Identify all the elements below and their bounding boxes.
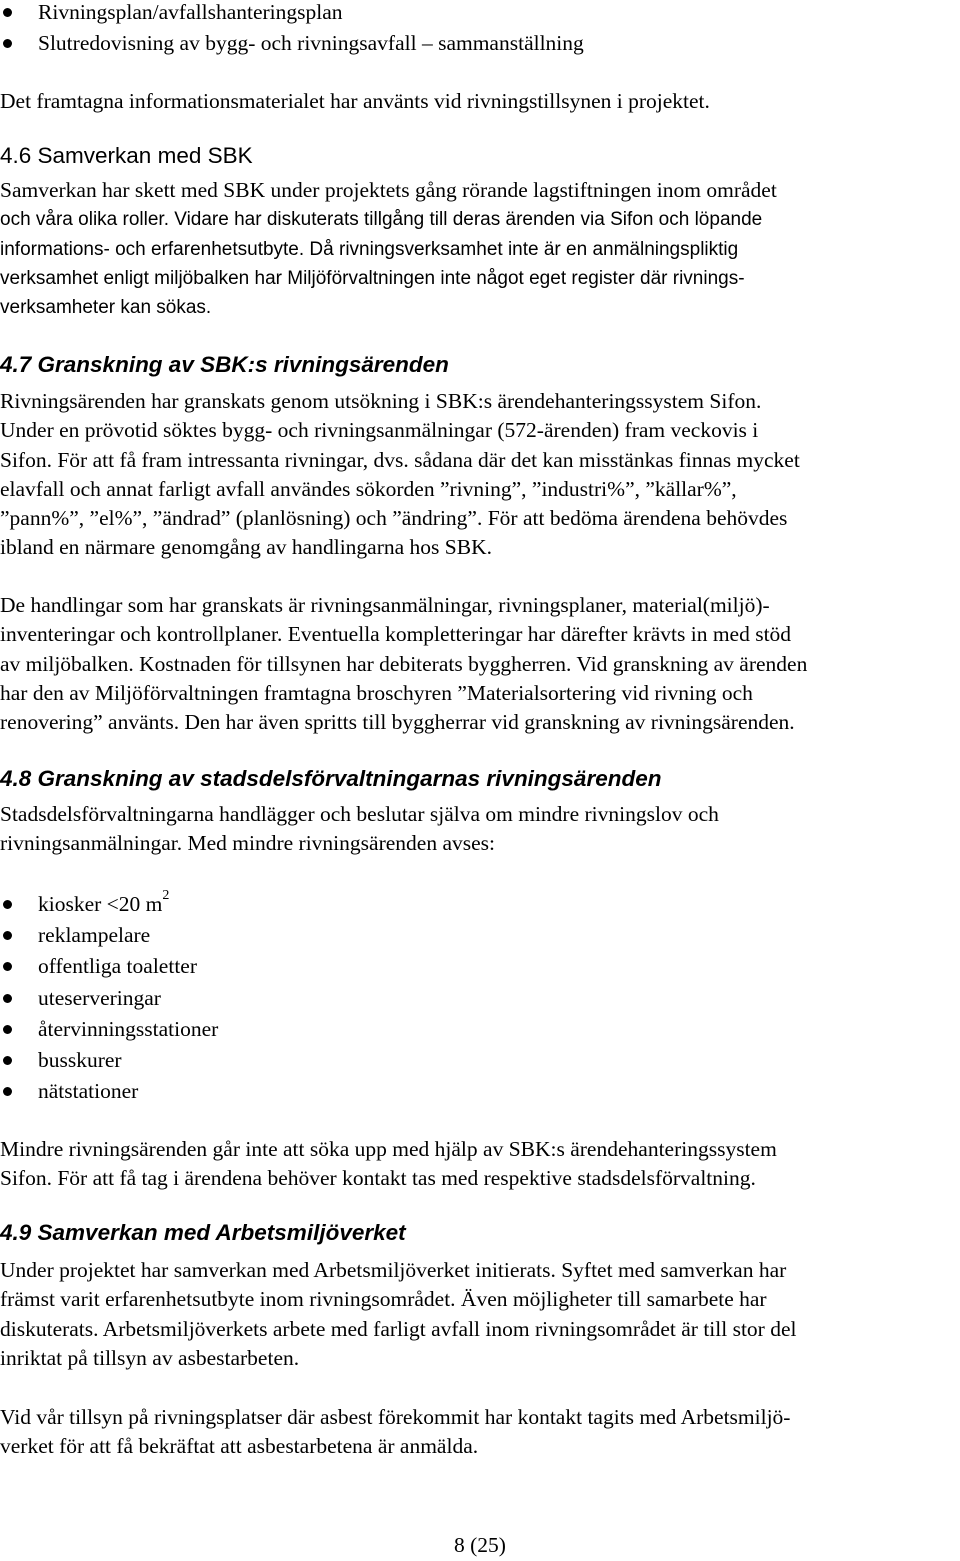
list-item-text: kiosker <20 m: [38, 892, 163, 916]
intro-paragraph: Det framtagna informationsmaterialet har använts vid rivningstillsynen i projektet.: [0, 89, 710, 113]
text-line: rivningsanmälningar. Med mindre rivningsärenden avses:: [0, 831, 495, 856]
list-item: uteserveringar: [0, 984, 960, 1015]
paragraph-4-8-b: [0, 1135, 960, 1194]
text-line: Sifon. För att få tag i ärendena behöver kontakt tas med respektive stadsdelsförvaltning.: [0, 1166, 756, 1191]
text-line: främst varit erfarenhetsutbyte inom rivningsområdet. Även möjligheter till samarbete har: [0, 1287, 767, 1312]
paragraph-4-9-a: [0, 1256, 960, 1373]
list-item: Rivningsplan/avfallshanteringsplan: [0, 0, 960, 29]
text-line: Rivningsärenden har granskats genom utsökning i SBK:s ärendehanteringssystem Sifon.: [0, 389, 762, 413]
text-line: elavfall och annat farligt avfall användes sökorden ”rivning”, ”industri%”, ”källar%”,: [0, 476, 737, 501]
text-line: Under projektet har samverkan med Arbetsmiljöverket initierats. Syftet med samverkan har: [0, 1258, 787, 1282]
list-item: nätstationer: [0, 1077, 960, 1108]
page-number: 8 (25): [454, 1533, 506, 1557]
text-line: har den av Miljöförvaltningen framtagna broschyren ”Materialsortering vid rivning och: [0, 680, 753, 705]
text-line: Mindre rivningsärenden går inte att söka upp med hjälp av SBK:s ärendehanteringssystem: [0, 1137, 777, 1161]
section-heading-4-7: 4.7 Granskning av SBK:s rivningsärenden: [0, 352, 449, 377]
paragraph-4-8-a: [0, 800, 960, 859]
text-line: Vid vår tillsyn på rivningsplatser där asbest förekommit har kontakt tagits med Arbetsmiljö-: [0, 1405, 791, 1429]
text-line: renovering” använts. Den har även spritts till byggherrar vid granskning av rivningsärenden.: [0, 710, 795, 735]
text-line: Under en prövotid söktes bygg- och rivningsanmälningar (572-ärenden) fram veckovis i: [0, 418, 759, 443]
text-line: ”pann%”, ”el%”, ”ändrad” (planlösning) och ”ändring”. För att bedöma ärendena behövdes: [0, 506, 788, 531]
text-line: verksamhet enligt miljöbalken har Miljöförvaltningen inte något eget register där rivnings-: [0, 267, 745, 289]
text-line: och våra olika roller. Vidare har diskuterats tillgång till deras ärenden via Sifon och löpande: [0, 209, 763, 231]
paragraph-4-9-b: [0, 1403, 960, 1462]
paragraph-4-7-a: [0, 387, 960, 563]
superscript: 2: [162, 888, 170, 903]
text-line: Samverkan har skett med SBK under projektets gång rörande lagstiftningen inom området: [0, 178, 777, 202]
list-item: Slutredovisning av bygg- och rivningsavfall – sammanställning: [0, 29, 960, 60]
small-cases-list: [0, 890, 960, 1108]
paragraph-4-7-b: [0, 591, 960, 737]
list-item: återvinningsstationer: [0, 1015, 960, 1046]
paragraph-4-6: [0, 176, 960, 322]
text-line: ibland en närmare genomgång av handlingarna hos SBK.: [0, 535, 492, 560]
list-item: [0, 890, 960, 921]
section-heading-4-8: 4.8 Granskning av stadsdelsförvaltningarnas rivningsärenden: [0, 766, 662, 791]
list-item: offentliga toaletter: [0, 952, 960, 983]
text-line: informations- och erfarenhetsutbyte. Då rivningsverksamhet inte är en anmälningspliktig: [0, 238, 739, 260]
list-item: reklampelare: [0, 921, 960, 952]
top-bullet-list: [0, 0, 960, 60]
text-line: Stadsdelsförvaltningarna handlägger och beslutar själva om mindre rivningslov och: [0, 802, 719, 826]
text-line: av miljöbalken. Kostnaden för tillsynen har debiterats byggherren. Vid granskning av ärenden: [0, 651, 808, 676]
text-line: Sifon. För att få fram intressanta rivningar, dvs. sådana där det kan misstänkas finnas mycket: [0, 447, 800, 472]
text-line: verket för att få bekräftat att asbestarbetena är anmälda.: [0, 1434, 479, 1459]
section-heading-4-9: 4.9 Samverkan med Arbetsmiljöverket: [0, 1220, 406, 1245]
text-line: diskuterats. Arbetsmiljöverkets arbete med farligt avfall inom rivningsområdet är till stor del: [0, 1316, 797, 1341]
text-line: De handlingar som har granskats är rivningsanmälningar, rivningsplaner, material(miljö)-: [0, 593, 770, 617]
list-item: busskurer: [0, 1046, 960, 1077]
text-line: inventeringar och kontrollplaner. Eventuella kompletteringar har därefter krävts in med stöd: [0, 622, 792, 647]
text-line: verksamheter kan sökas.: [0, 297, 212, 319]
section-heading-4-6: 4.6 Samverkan med SBK: [0, 143, 253, 168]
text-line: inriktat på tillsyn av asbestarbeten.: [0, 1345, 300, 1370]
